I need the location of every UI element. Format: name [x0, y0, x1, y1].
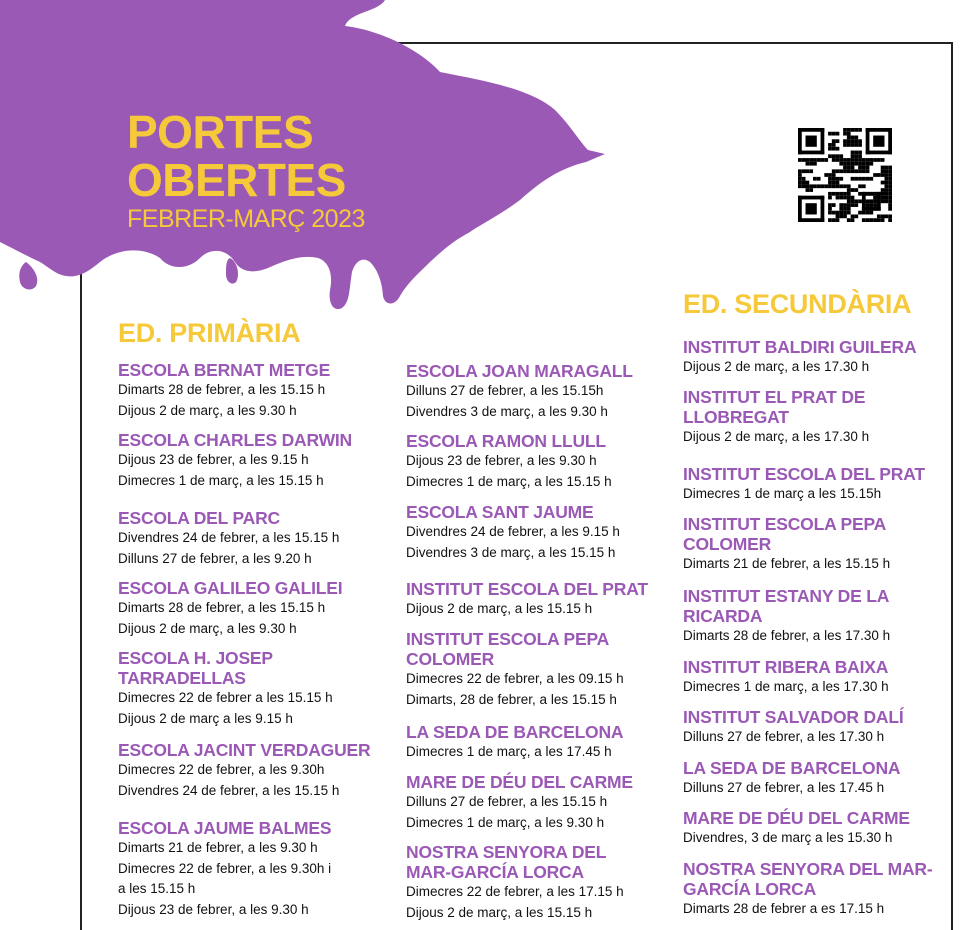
school-name: INSTITUT ESCOLA DEL PRAT [683, 464, 925, 484]
visit-date: Dimecres 22 de febrer, a les 17.15 h [406, 884, 624, 899]
school-entry [406, 629, 651, 710]
school-name: LA SEDA DE BARCELONA [683, 758, 901, 778]
school-entry [118, 740, 388, 801]
visit-date: Dimarts, 28 de febrer, a les 15.15 h [406, 691, 617, 707]
frame-left-line [80, 240, 82, 930]
school-entry [118, 360, 388, 421]
primaria-heading: ED. PRIMÀRIA [118, 318, 301, 348]
visit-date: Dilluns 27 de febrer, a les 15.15h [406, 383, 604, 398]
school-entry [683, 859, 938, 920]
school-entry [406, 431, 651, 492]
visit-date: Dijous 2 de març, a les 15.15 h [406, 904, 593, 920]
visit-date: Dimecres 1 de març, a les 17.30 h [683, 679, 889, 694]
school-entry [118, 818, 388, 920]
visit-date: Dimecres 22 de febrer a les 15.15 h [118, 690, 333, 705]
school-entry [406, 502, 651, 563]
school-name: ESCOLA CHARLES DARWIN [118, 430, 352, 450]
visit-date: Dimecres 22 de febrer, a les 9.30h [118, 762, 325, 777]
frame-right-line [951, 42, 953, 930]
visit-date: Dimarts 28 de febrer, a les 15.15 h [118, 382, 326, 397]
visit-date: Dijous 2 de març a les 9.15 h [118, 710, 293, 726]
school-name: INSTITUT ESCOLA PEPA COLOMER [406, 629, 609, 669]
school-name: ESCOLA H. JOSEP TARRADELLAS [118, 648, 273, 688]
school-name: MARE DE DÉU DEL CARME [406, 772, 633, 792]
school-entry [683, 514, 938, 575]
visit-date: Dijous 23 de febrer, a les 9.30 h [406, 453, 597, 468]
visit-date: Dilluns 27 de febrer, a les 9.20 h [118, 550, 312, 566]
school-name: ESCOLA JACINT VERDAGUER [118, 740, 371, 760]
school-name: NOSTRA SENYORA DEL MAR-GARCÍA LORCA [406, 842, 606, 882]
school-entry [118, 578, 388, 639]
school-entry [406, 579, 651, 620]
qr-code-icon[interactable] [798, 128, 892, 222]
visit-date: Dimecres 1 de març, a les 15.15 h [118, 472, 324, 488]
visit-date: Dilluns 27 de febrer, a les 17.45 h [683, 780, 885, 795]
school-entry [406, 722, 651, 763]
visit-date: Divendres 24 de febrer, a les 15.15 h [118, 782, 340, 798]
visit-date: Dijous 2 de març, a les 15.15 h [406, 601, 593, 616]
school-name: ESCOLA GALILEO GALILEI [118, 578, 343, 598]
school-name: ESCOLA SANT JAUME [406, 502, 594, 522]
visit-date: Dimecres 1 de març, a les 17.45 h [406, 744, 612, 759]
school-entry [406, 361, 651, 422]
school-name: INSTITUT BALDIRI GUILERA [683, 337, 917, 357]
visit-date: Dimecres 22 de febrer, a les 9.30h i [118, 860, 332, 876]
school-entry [683, 387, 938, 448]
visit-date: Dimecres 1 de març a les 15.15h [683, 486, 882, 501]
visit-date: Dijous 23 de febrer, a les 9.15 h [118, 452, 309, 467]
title-line-1: PORTES [127, 106, 314, 158]
school-name: INSTITUT EL PRAT DE LLOBREGAT [683, 387, 866, 427]
school-entry [683, 808, 938, 849]
school-name: MARE DE DÉU DEL CARME [683, 808, 910, 828]
school-entry [683, 657, 938, 698]
visit-date: Dimecres 1 de març, a les 15.15 h [406, 473, 612, 489]
visit-date: Dilluns 27 de febrer, a les 17.30 h [683, 729, 885, 744]
school-name: LA SEDA DE BARCELONA [406, 722, 624, 742]
school-entry [683, 707, 938, 748]
poster-title [127, 108, 346, 204]
visit-date: Dimarts 28 de febrer a es 17.15 h [683, 901, 885, 916]
school-entry [118, 648, 388, 729]
visit-date: Divendres 3 de març, a les 9.30 h [406, 403, 608, 419]
school-entry [406, 772, 651, 833]
secundaria-heading: ED. SECUNDÀRIA [683, 289, 912, 319]
school-entry [683, 464, 938, 505]
school-entry [406, 842, 651, 923]
school-entry [683, 586, 938, 647]
school-name: ESCOLA JOAN MARAGALL [406, 361, 633, 381]
visit-date: Dijous 2 de març, a les 17.30 h [683, 359, 870, 374]
school-entry [118, 508, 388, 569]
visit-date: Dimarts 28 de febrer, a les 17.30 h [683, 628, 891, 643]
school-name: INSTITUT SALVADOR DALÍ [683, 707, 904, 727]
visit-date: Dimarts 28 de febrer, a les 15.15 h [118, 600, 326, 615]
visit-date: Divendres, 3 de març a les 15.30 h [683, 830, 893, 845]
school-name: INSTITUT ESCOLA PEPA COLOMER [683, 514, 886, 554]
visit-date: Dimarts 21 de febrer, a les 15.15 h [683, 556, 891, 571]
school-entry [118, 430, 388, 491]
school-name: INSTITUT ESCOLA DEL PRAT [406, 579, 648, 599]
school-name: ESCOLA RAMON LLULL [406, 431, 606, 451]
school-name: ESCOLA BERNAT METGE [118, 360, 331, 380]
title-line-2: OBERTES [127, 154, 346, 206]
visit-date: Dimecres 22 de febrer, a les 09.15 h [406, 671, 624, 686]
poster-subtitle: FEBRER-MARÇ 2023 [127, 205, 365, 233]
school-name: ESCOLA DEL PARC [118, 508, 280, 528]
visit-date: Dijous 23 de febrer, a les 9.30 h [118, 901, 309, 917]
visit-date: Dijous 2 de març, a les 9.30 h [118, 620, 297, 636]
visit-date: Divendres 3 de març, a les 15.15 h [406, 544, 616, 560]
visit-date: Dijous 2 de març, a les 9.30 h [118, 402, 297, 418]
visit-date: Dimecres 1 de març, a les 9.30 h [406, 814, 605, 830]
visit-date: Divendres 24 de febrer, a les 15.15 h [118, 530, 340, 545]
school-name: NOSTRA SENYORA DEL MAR-GARCÍA LORCA [683, 859, 933, 899]
school-name: INSTITUT ESTANY DE LA RICARDA [683, 586, 889, 626]
school-name: ESCOLA JAUME BALMES [118, 818, 332, 838]
school-name: INSTITUT RIBERA BAIXA [683, 657, 889, 677]
visit-date: a les 15.15 h [118, 881, 196, 896]
school-entry [683, 758, 938, 799]
visit-date: Divendres 24 de febrer, a les 9.15 h [406, 524, 620, 539]
visit-date: Dimarts 21 de febrer, a les 9.30 h [118, 840, 318, 855]
visit-date: Dijous 2 de març, a les 17.30 h [683, 429, 870, 444]
visit-date: Dilluns 27 de febrer, a les 15.15 h [406, 794, 608, 809]
school-entry [683, 337, 938, 378]
